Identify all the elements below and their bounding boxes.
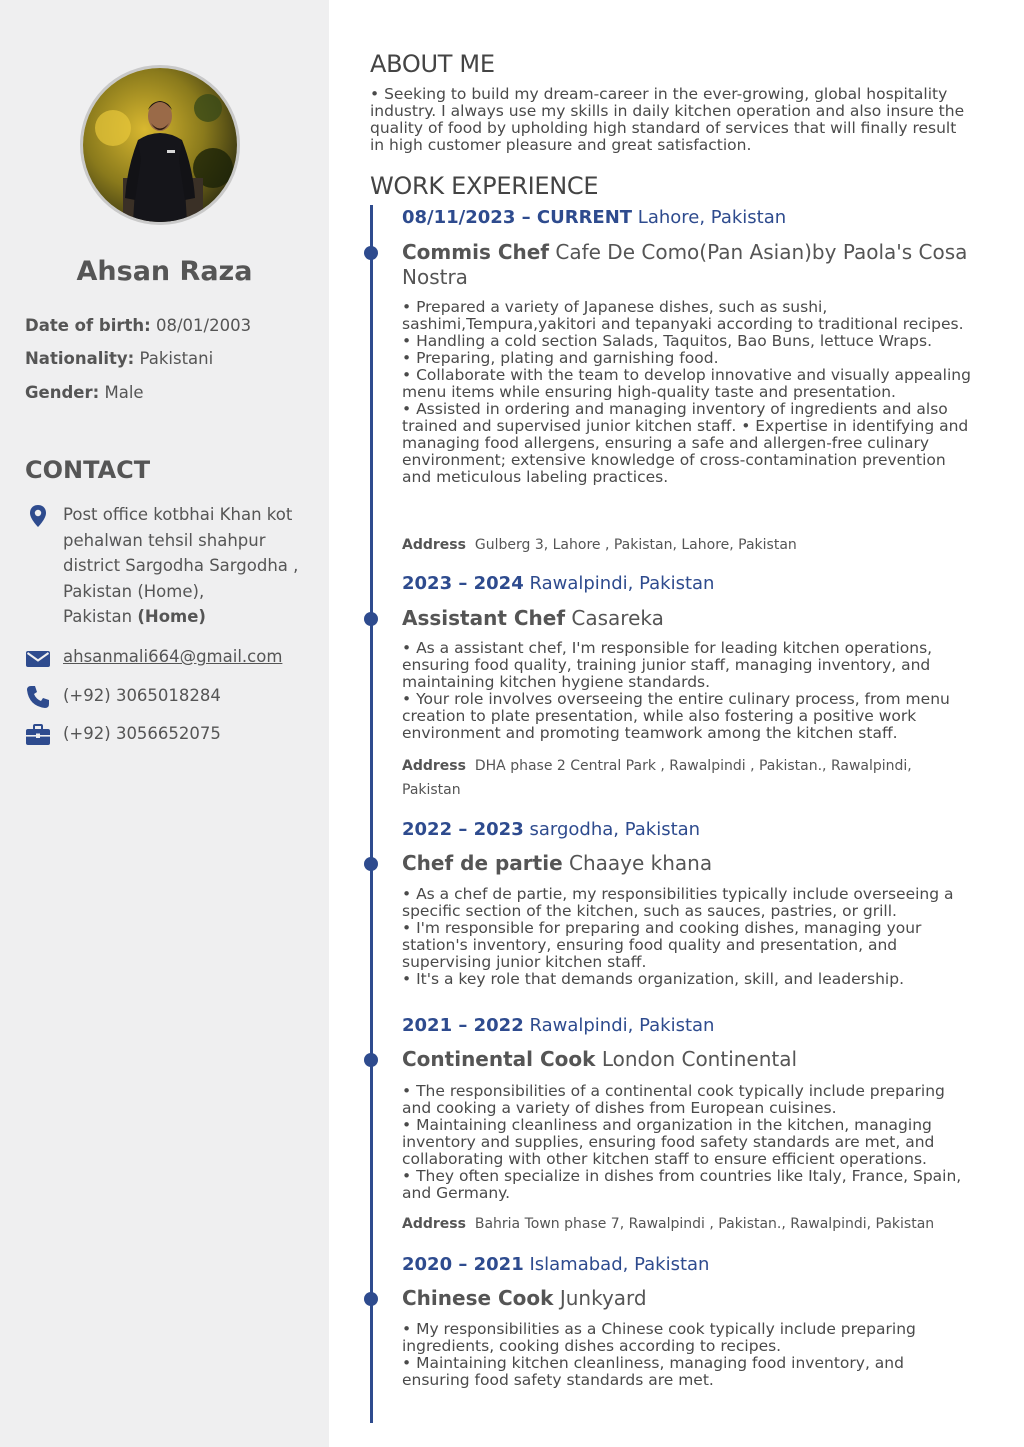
job-title: Continental Cook [402,1047,596,1071]
job-address-value: Bahria Town phase 7, Rawalpindi , Pakistan., Rawalpindi, Pakistan [474,1216,935,1232]
job-bullet: • Prepared a variety of Japanese dishes, such as sushi, sashimi,Tempura,yakitori and tepanyaki according to traditional recipes. [402,298,964,333]
job-role [402,606,972,631]
nationality-row [25,349,213,368]
job-date [402,1015,714,1036]
gender-label: Gender: [25,383,100,402]
job-location: Lahore, Pakistan [637,207,787,228]
job-description [402,640,972,742]
job-bullet: • Collaborate with the team to develop innovative and visually appealing menu items while ensuring high-quality taste and presentation. [402,366,971,401]
job-address [402,1212,962,1236]
job-bullet: • I'm responsible for preparing and cooking dishes, managing your station's inventory, ensuring food quality and presentation, and supervising junior kitchen staff. [402,919,922,971]
job-description [402,1083,972,1202]
job-bullet: • The responsibilities of a continental cook typically include preparing and cooking a variety of dishes from European cuisines. [402,1082,945,1117]
job-title: Commis Chef [402,240,550,264]
job-location: Islamabad, Pakistan [529,1254,710,1275]
job-company: Casareka [571,606,664,630]
job-date [402,573,714,594]
address-tag: (Home) [137,607,206,626]
job-role [402,851,972,876]
timeline-dot [364,612,378,626]
address-line [63,604,298,630]
job-description [402,886,972,988]
timeline-dot [364,1053,378,1067]
job-description [402,1321,972,1389]
job-role [402,1286,972,1311]
job-role [402,240,972,290]
address-line: pehalwan tehsil shahpur [63,530,266,550]
contact-address [63,502,298,630]
address-label: Address [402,1216,466,1232]
address-label: Address [402,537,466,553]
job-bullet: • As a chef de partie, my responsibilities typically include overseeing a specific section of the kitchen, such as sauces, pastries, or grill. [402,885,954,920]
job-bullet: • Your role involves overseeing the entire culinary process, from menu creation to plate presentation, while also fostering a positive work environment and promoting teamwork among the kitchen staff. [402,690,950,742]
job-description [402,299,972,486]
job-date [402,819,700,840]
dob-label: Date of birth: [25,316,151,335]
address-line: district Sargodha Sargodha , [63,556,299,575]
address-line: Pakistan (Home), [63,581,205,601]
job-bullet: • As a assistant chef, I'm responsible for leading kitchen operations, ensuring food quality, training junior staff, managing inventory, and maintaining kitchen hygiene standards. [402,639,933,691]
job-date-range: 08/11/2023 – CURRENT [402,207,633,228]
job-title: Chef de partie [402,851,563,875]
address-label: Address [402,758,466,774]
job-location: Rawalpindi, Pakistan [529,1015,715,1036]
timeline-dot [364,857,378,871]
profile-name: Ahsan Raza [76,256,253,287]
phone-icon [25,684,51,710]
job-date-range: 2023 – 2024 [402,573,524,594]
contact-work-phone[interactable]: (+92) 3056652075 [63,724,221,743]
job-location: sargodha, Pakistan [529,819,701,840]
address-line: Post office kotbhai Khan kot [63,505,293,524]
job-bullet: • They often specialize in dishes from countries like Italy, France, Spain, and Germany. [402,1167,962,1202]
job-company: London Continental [601,1047,798,1071]
job-bullet: • My responsibilities as a Chinese cook typically include preparing ingredients, cooking dishes according to recipes. [402,1320,916,1355]
job-bullet: • Assisted in ordering and managing inventory of ingredients and also trained and supervised junior kitchen staff. • Expertise in identifying and managing food allergens, ensuring a safe and allergen-free culinary environment; extensive knowledge of cross-contamination prevention and meticulous labeling practices. [402,400,969,486]
job-address [402,533,962,557]
job-title: Chinese Cook [402,1286,554,1310]
job-company: Junkyard [559,1286,647,1310]
job-bullet: • Maintaining kitchen cleanliness, managing food inventory, and ensuring food safety standards are met. [402,1354,904,1389]
job-date-range: 2021 – 2022 [402,1015,524,1036]
job-address-value: DHA phase 2 Central Park , Rawalpindi , Pakistan., Rawalpindi, Pakistan [402,758,912,798]
job-bullet: • Handling a cold section Salads, Taquitos, Bao Buns, lettuce Wraps. [402,332,933,350]
briefcase-icon [25,722,51,748]
about-text: • Seeking to build my dream-career in the ever-growing, global hospitality industry. I always use my skills in daily kitchen operation and also insure the quality of food by upholding high standard of services that will finally result in high customer pleasure and great satisfaction. [370,85,965,154]
contact-phone[interactable]: (+92) 3065018284 [63,686,221,705]
job-date [402,1254,709,1275]
dob-row [25,316,251,335]
email-link[interactable]: ahsanmali664@gmail.com [63,647,283,666]
job-date [402,207,786,228]
gender-value: Male [104,383,144,402]
contact-title: CONTACT [25,456,151,484]
nationality-label: Nationality: [25,349,135,368]
nationality-value: Pakistani [139,349,214,368]
job-role [402,1047,972,1072]
job-bullet: • It's a key role that demands organization, skill, and leadership. [402,970,904,988]
location-pin-icon [25,503,51,529]
timeline-dot [364,1292,378,1306]
job-bullet: • Preparing, plating and garnishing food. [402,349,719,367]
address-last: Pakistan [63,607,133,626]
job-date-range: 2022 – 2023 [402,819,524,840]
contact-email[interactable] [63,644,282,670]
job-bullet: • Maintaining cleanliness and organization in the kitchen, managing inventory and supplies, ensuring food safety standards are met, and collaborating with other kitchen staff to ensure efficient operations. [402,1116,935,1168]
work-title: WORK EXPERIENCE [370,172,599,200]
job-title: Assistant Chef [402,606,566,630]
job-company: Cafe De Como(Pan Asian)by Paola's Cosa Nostra [402,240,968,289]
gender-row [25,383,144,402]
email-icon [25,646,51,672]
job-address-value: Gulberg 3, Lahore , Pakistan, Lahore, Pakistan [474,537,797,553]
job-address [402,754,962,802]
about-title: ABOUT ME [370,50,495,78]
job-company: Chaaye khana [569,851,713,875]
job-location: Rawalpindi, Pakistan [529,573,715,594]
timeline-dot [364,246,378,260]
timeline-line [370,205,373,1423]
job-date-range: 2020 – 2021 [402,1254,524,1275]
profile-photo [80,65,240,225]
dob-value: 08/01/2003 [156,316,252,335]
